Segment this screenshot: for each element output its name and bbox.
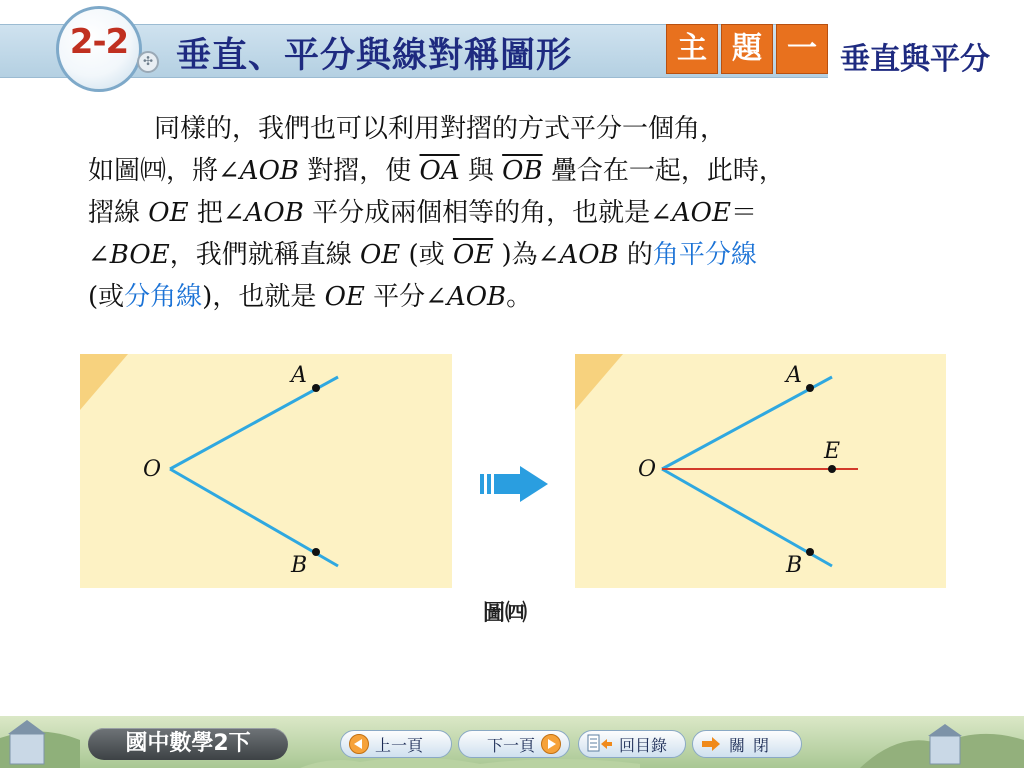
label-O: O: [638, 457, 657, 482]
math-var: AOB: [559, 240, 619, 270]
prev-page-button[interactable]: [340, 730, 452, 758]
math-var: AOB: [244, 198, 304, 228]
text: 對摺，使: [299, 156, 420, 186]
next-page-label: 下一頁: [486, 735, 535, 755]
folded-corner: [575, 354, 623, 410]
chapter-title: 垂直、平分與線對稱圖形: [176, 36, 573, 76]
text: 疊合在一起，此時，: [542, 156, 785, 186]
segment-OB: $\overline{OB}$: [502, 156, 543, 186]
close-icon: [701, 735, 723, 753]
close-button[interactable]: [692, 730, 802, 758]
text: 同樣的，我們也可以利用對摺的方式平分一個角，: [154, 114, 727, 144]
text: (或: [400, 240, 453, 270]
term-angle-bisector: 角平分線: [652, 240, 757, 270]
math-var: OE: [324, 282, 365, 312]
prev-page-label: 上一頁: [375, 735, 424, 755]
segment-OA: $\overline{OA}$: [419, 156, 460, 186]
label-B: B: [786, 553, 803, 578]
text: )為∠: [493, 240, 560, 270]
ray-OE: $\overline{OE}$: [452, 240, 494, 270]
topic-char: 一: [776, 24, 828, 74]
text: (或: [88, 282, 125, 312]
text: 平分成兩個相等的角，也就是∠: [303, 198, 672, 228]
text: ∠: [88, 240, 110, 270]
point-B: [806, 548, 814, 556]
math-var: AOE: [671, 198, 731, 228]
figure-caption: 圖㈣: [483, 601, 528, 626]
label-A: A: [786, 363, 802, 388]
math-var: AOB: [446, 282, 507, 312]
topic-char: 主: [666, 24, 718, 74]
text: 平分∠: [364, 282, 447, 312]
text: 與: [459, 156, 503, 186]
point-A: [312, 384, 320, 392]
label-E: E: [824, 439, 841, 464]
prev-arrow-icon: [349, 734, 369, 754]
topic-title: 垂直與平分: [840, 42, 990, 77]
math-var: OE: [148, 198, 189, 228]
text: 摺線: [88, 198, 149, 228]
toc-icon: [587, 734, 613, 754]
label-B: B: [291, 553, 308, 578]
topic-char: 題: [721, 24, 773, 74]
point-B: [312, 548, 320, 556]
gear-icon: ✣: [137, 51, 159, 73]
label-A: A: [291, 363, 307, 388]
close-label: 關閉: [729, 735, 778, 755]
right-arrow-icon: [480, 466, 548, 502]
ray-OA: [662, 377, 832, 469]
table-of-contents-label: 回目錄: [619, 735, 668, 755]
next-page-button[interactable]: [458, 730, 570, 758]
next-arrow-icon: [541, 734, 561, 754]
folded-corner: [80, 354, 128, 410]
math-var: OE: [359, 240, 401, 270]
text: ，我們就稱直線: [169, 240, 360, 270]
section-number: 2-2: [69, 22, 129, 62]
label-O: O: [143, 457, 162, 482]
math-var: AOB: [239, 156, 299, 186]
math-var: BOE: [109, 240, 170, 270]
text: ＝: [730, 198, 757, 228]
point-E: [828, 465, 836, 473]
book-title: 國中數學2下: [88, 728, 288, 760]
term-bisector: 分角線: [124, 282, 203, 312]
ray-OA: [170, 377, 338, 469]
text: 的: [618, 240, 653, 270]
text: 如圖㈣，將∠: [88, 156, 240, 186]
point-A: [806, 384, 814, 392]
table-of-contents-button[interactable]: [578, 730, 686, 758]
text: )，也就是: [202, 282, 325, 312]
text: 。: [506, 282, 533, 312]
text: 把∠: [188, 198, 245, 228]
